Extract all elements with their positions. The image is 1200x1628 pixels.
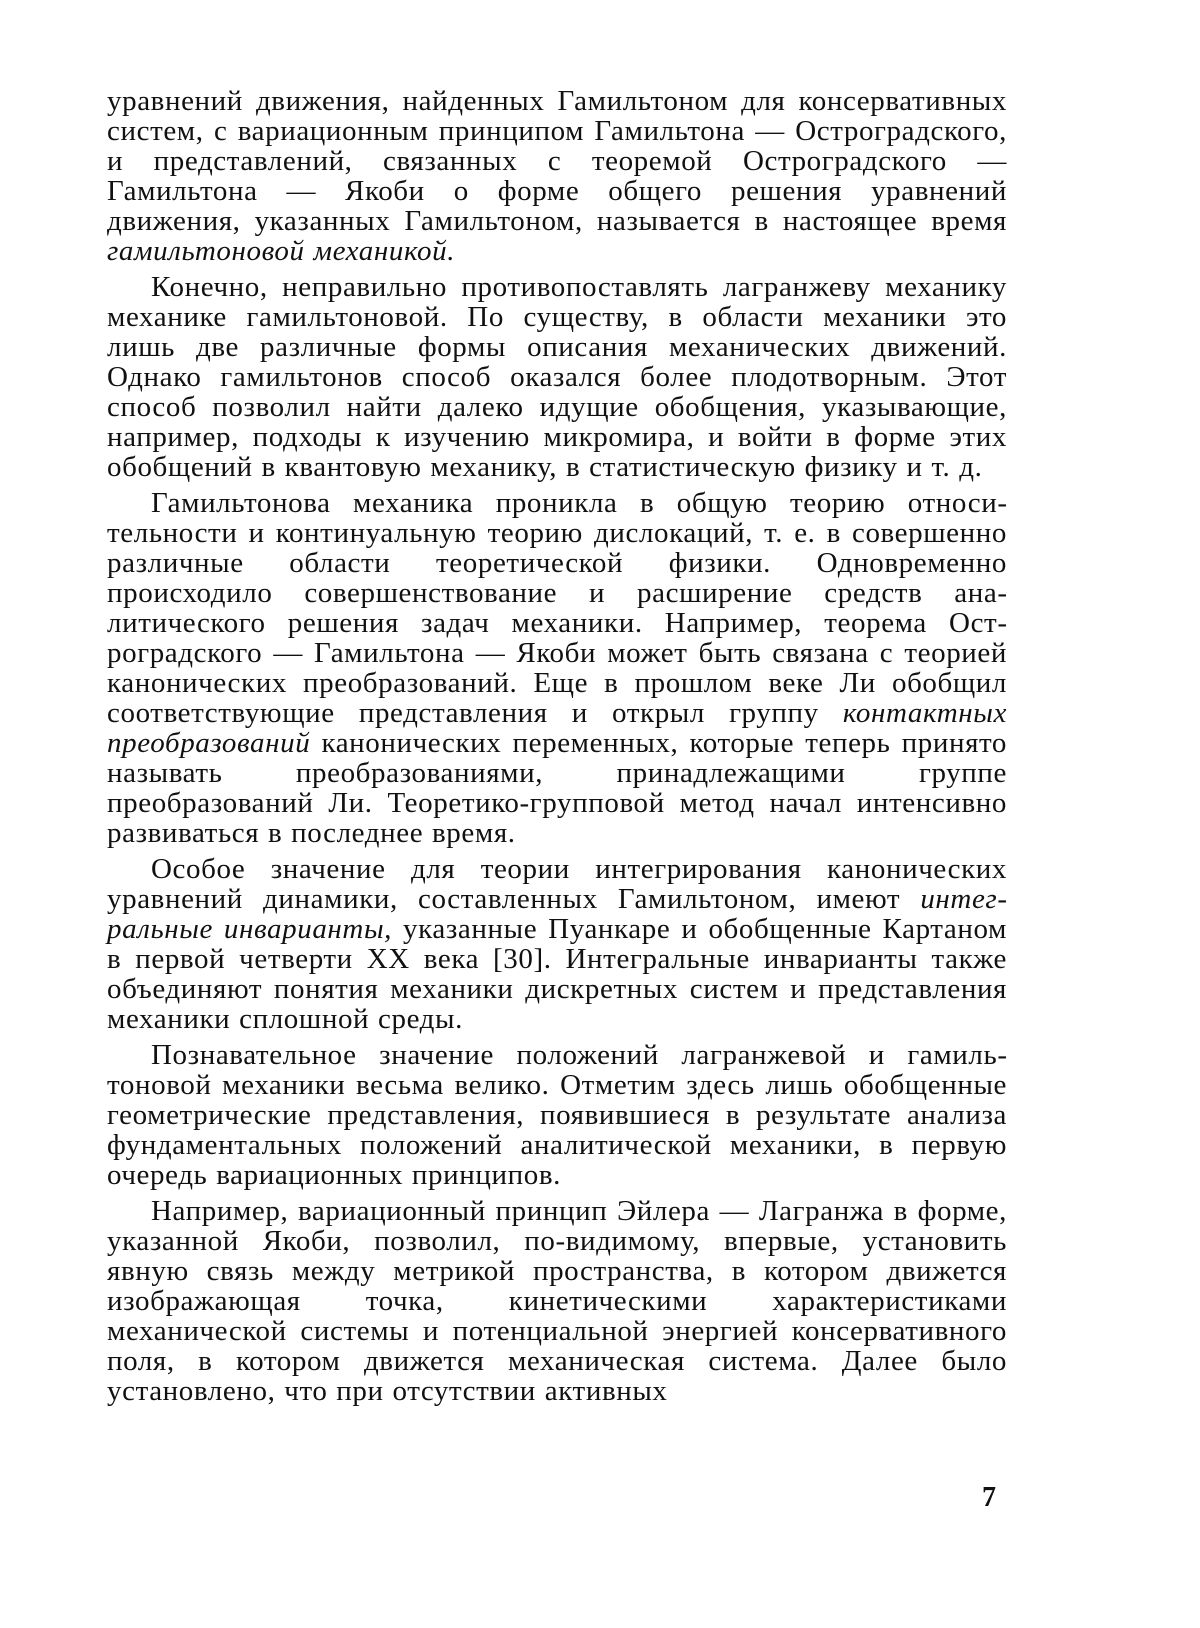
text-segment: Гамильтонова механика проникла в общую теорию относительности и континуальную теорию дислокаций, т. е. в совершенно различные области теоретической физики. Одновременно происходило совершенствование и расширение средств аналитического решения задач механики. Например, теорема Остроградского — Гамильтона — Якоби может быть связана с теорией канонических преобразований. Еще в прошлом веке Ли обобщил соответствующие представления и открыл группу: [107, 487, 1007, 729]
paragraph-6: [107, 1196, 1007, 1406]
text-segment: Познавательное значение положений лагранжевой и гамильтоновой механики весьма велико. Отметим здесь лишь обобщенные геометрические представления, появившиеся в результате анализа фундаментальных положений аналитической механики, в первую очередь вариационных принципов.: [107, 1039, 1007, 1191]
text-segment: Конечно, неправильно противопоставлять лагранжеву механику механике гамильтоновой. По существу, в области механики это лишь две различные формы описания механических движений. Однако гамильтонов способ оказался более плодотворным. Этот способ позволил найти далеко идущие обобщения, указывающие, например, подходы к изучению микромира, и войти в форме этих обобщений в квантовую механику, в статистическую физику и т. д.: [107, 271, 1007, 483]
italic-term: гамильтоновой механикой.: [107, 235, 456, 267]
page-body: [107, 86, 1007, 1412]
paragraph-2: [107, 272, 1007, 482]
page-number: 7: [982, 1482, 996, 1513]
text-segment: Например, вариационный принцип Эйлера — Лагранжа в форме, указанной Якоби, позволил, по-видимому, впервые, установить явную связь между метрикой пространства, в котором движется изображающая точка, кинетическими характеристиками механической системы и потенциальной энергией консервативного поля, в котором движется механическая система. Далее было установлено, что при отсутствии активных: [107, 1195, 1007, 1407]
paragraph-4: [107, 854, 1007, 1034]
paragraph-3: [107, 488, 1007, 848]
text-segment: Особое значение для теории интегрирования канонических уравнений динамики, составленных Гамильтоном, имеют: [107, 853, 1007, 915]
text-segment: канонических переменных, которые теперь принято называть преобразованиями, принадлежащими группе преобразований Ли. Теоретико-групповой метод начал интенсивно развиваться в последнее время.: [107, 727, 1007, 849]
italic-term: интегральные инварианты,: [107, 883, 1007, 945]
text-segment: указанные Пуанкаре и обобщенные Картаном в первой четверти XX века [30]. Интегральные инварианты также объединяют понятия механики дискретных систем и представления механики сплошной среды.: [107, 913, 1008, 1035]
paragraph-1: [107, 86, 1007, 266]
text-segment: уравнений движения, найденных Гамильтоном для консервативных систем, с вариационным принципом Гамильтона — Остроградского, и представлений, связанных с теоремой Остроградского — Гамильтона — Якоби о форме общего решения уравнений движения, указанных Гамильтоном, называется в настоящее время: [107, 85, 1007, 237]
paragraph-5: [107, 1040, 1007, 1190]
italic-term: контактных преобразований: [107, 697, 1007, 759]
